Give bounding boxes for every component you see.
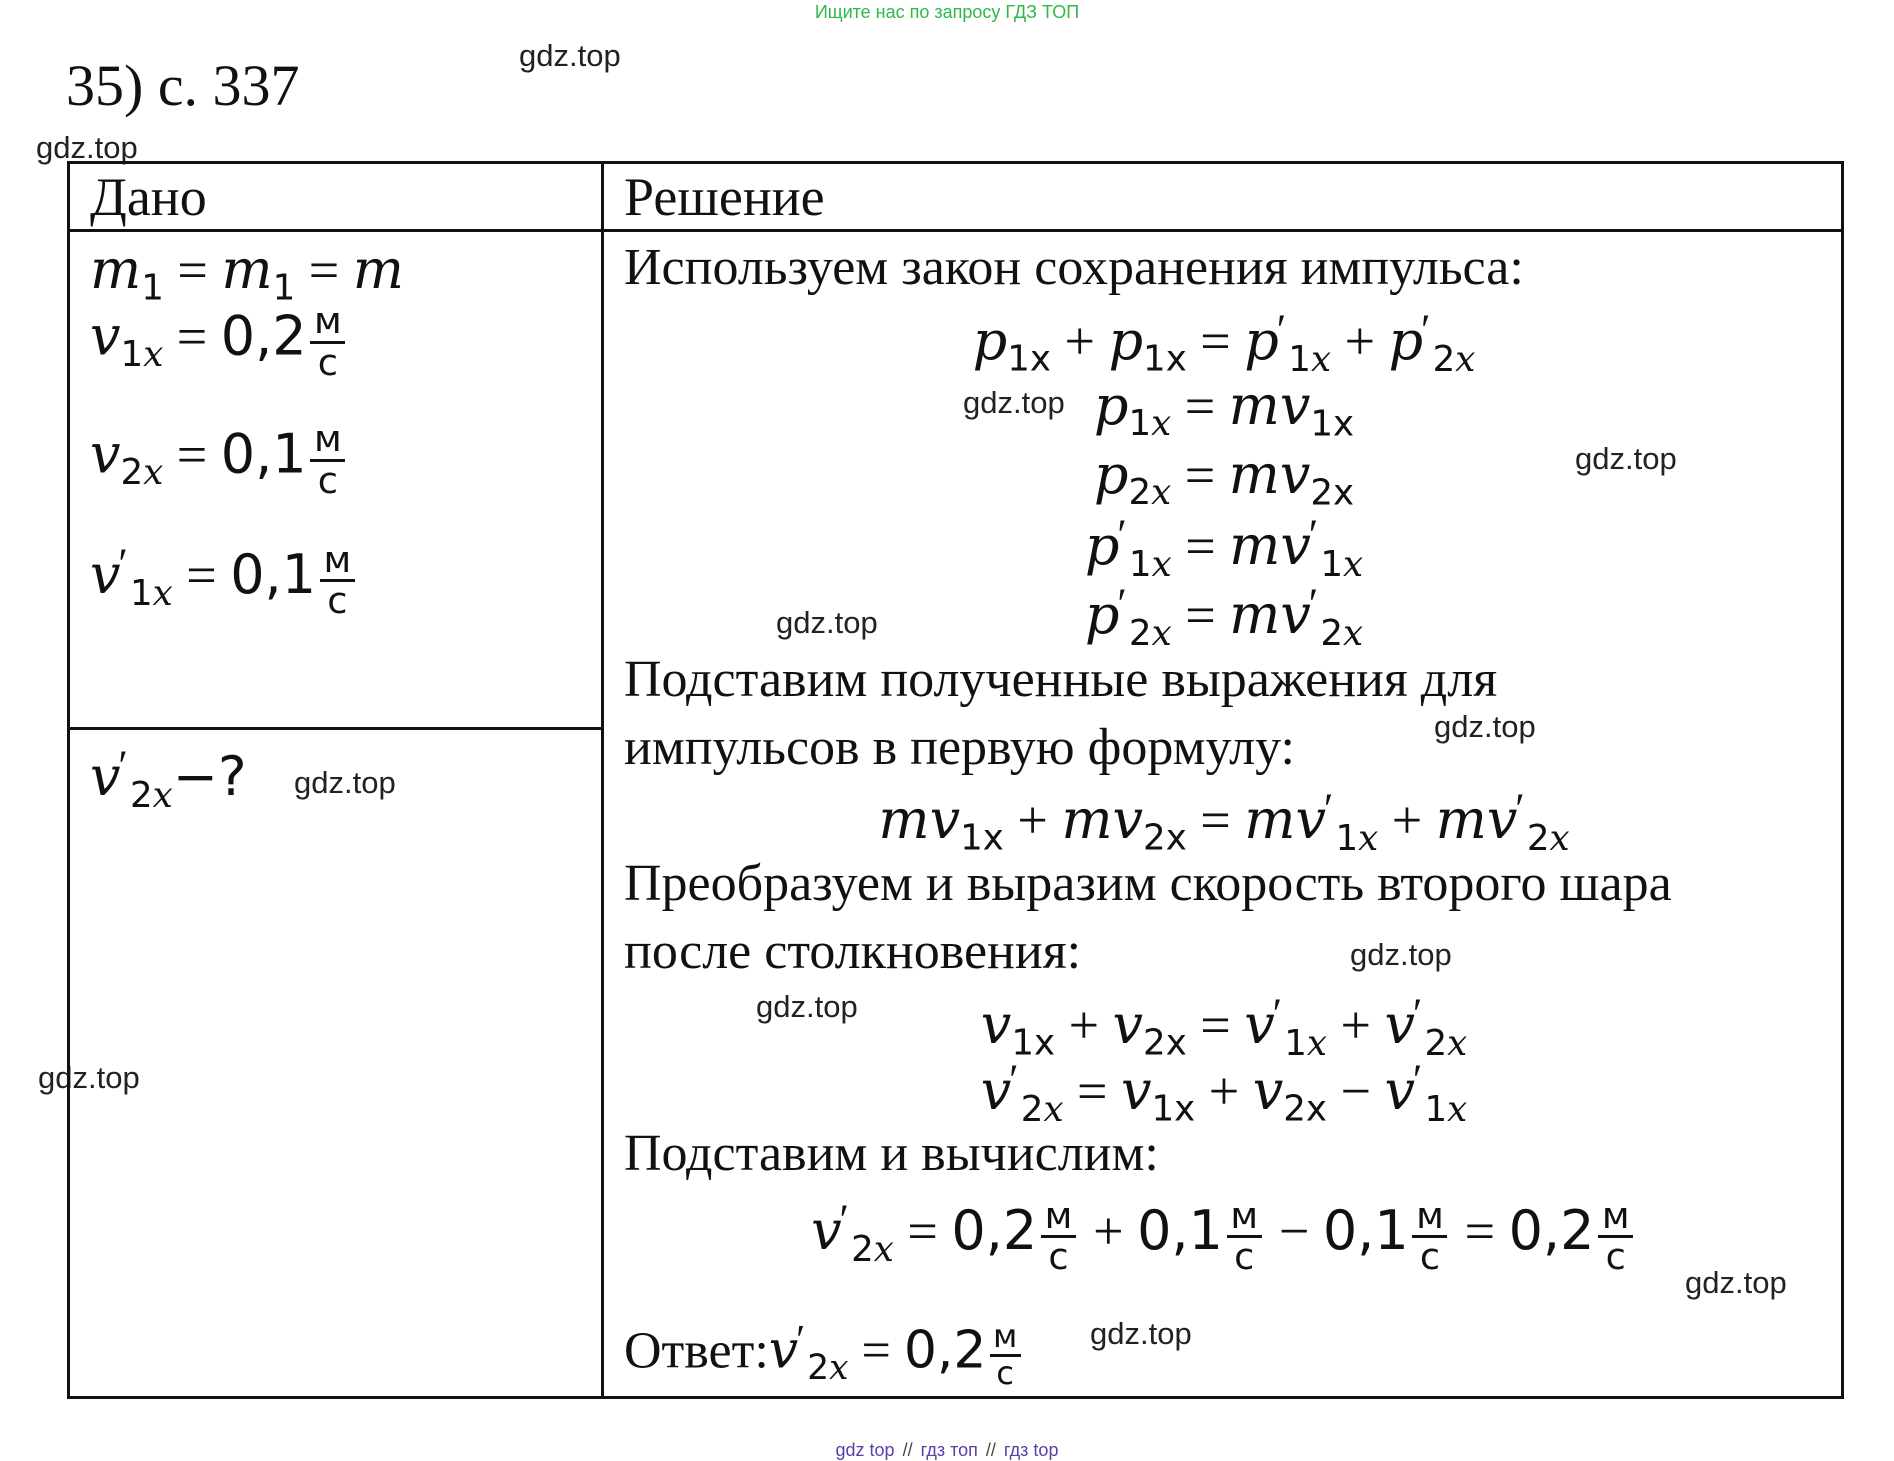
solution-line-5: после столкновения: (624, 923, 1082, 980)
equation-p2x: $p_{2x} = mv_{2x}$ (1093, 443, 1355, 514)
given-v1x-prime: $v'_{1x} = 0,1$ $\frac{м}{с}$ (90, 540, 358, 621)
watermark: gdz.top (756, 989, 858, 1024)
find-v2x-prime: $v'_{2x}-$? (90, 743, 247, 816)
equation-substituted-momentum: $mv_{1x} + mv_{2x} = mv'_{1x} + mv'_{2x}$ (878, 786, 1570, 859)
watermark: gdz.top (1350, 937, 1452, 972)
given-v1x: $v_{1x} = 0,2$ $\frac{м}{с}$ (90, 302, 349, 382)
solution-line-4: Преобразуем и выразим скорость второго шара (624, 855, 1672, 912)
given-v2x: $v_{2x} = 0,1$ $\frac{м}{с}$ (90, 420, 349, 500)
equation-p1x-prime: $p'_{1x} = mv'_{1x}$ (1084, 512, 1364, 585)
equation-velocities: $v_{1x} + v_{2x} = v'_{1x} + v'_{2x}$ (980, 991, 1468, 1064)
watermark: gdz.top (294, 765, 396, 800)
given-masses: $m_1 = m_1 = m$ (90, 238, 404, 309)
given-find-divider (67, 727, 603, 730)
watermark: gdz.top (1090, 1316, 1192, 1351)
bottom-links (0, 1440, 1894, 1461)
equation-p1x: $p_{1x} = mv_{1x}$ (1093, 374, 1355, 445)
watermark: gdz.top (963, 385, 1065, 420)
equation-v2x-prime-expression: $v'_{2x} = v_{1x} + v_{2x} - v'_{1x}$ (980, 1057, 1468, 1130)
separator: // (902, 1440, 913, 1460)
watermark: gdz.top (1685, 1265, 1787, 1300)
watermark: gdz.top (1434, 709, 1536, 744)
solution-line-2: Подставим полученные выражения для (624, 651, 1498, 708)
solution-line-1: Используем закон сохранения импульса: (624, 239, 1524, 296)
equation-calculation: $v'_{2x} = 0,2$ $\frac{м}{с}$ + 0,1 $\frac{м}{с}$ − 0,1 $\frac{м}{с}$ = 0,2 $\frac{м}{с}$ (604, 1196, 1844, 1277)
watermark: gdz.top (36, 130, 138, 165)
top-banner: Ищите нас по запросу ГДЗ ТОП (814, 2, 1080, 22)
bottom-link-2[interactable]: гдз топ (920, 1440, 978, 1460)
equation-p2x-prime: $p'_{2x} = mv'_{2x}$ (1084, 581, 1364, 654)
watermark: gdz.top (776, 605, 878, 640)
solution-header: Решение (624, 167, 825, 227)
bottom-link-3[interactable]: гдз top (1003, 1440, 1059, 1460)
page-reference: 35) с. 337 (66, 53, 300, 118)
watermark: gdz.top (38, 1060, 140, 1095)
watermark: gdz.top (519, 38, 621, 73)
separator: // (985, 1440, 996, 1460)
watermark: gdz.top (1575, 441, 1677, 476)
solution-line-3: импульсов в первую формулу: (624, 719, 1295, 776)
bottom-link-1[interactable]: gdz top (835, 1440, 895, 1460)
answer: $Ответ:v'_{2x} = 0,2$ $\frac{м}{с}$ (624, 1315, 1024, 1391)
solution-line-6: Подставим и вычислим: (624, 1125, 1159, 1182)
header-divider (67, 229, 1844, 232)
equation-momentum-conservation: $p_{1x} + p_{1x} = p'_{1x} + p'_{2x}$ (972, 307, 1476, 380)
given-header: Дано (90, 167, 207, 227)
